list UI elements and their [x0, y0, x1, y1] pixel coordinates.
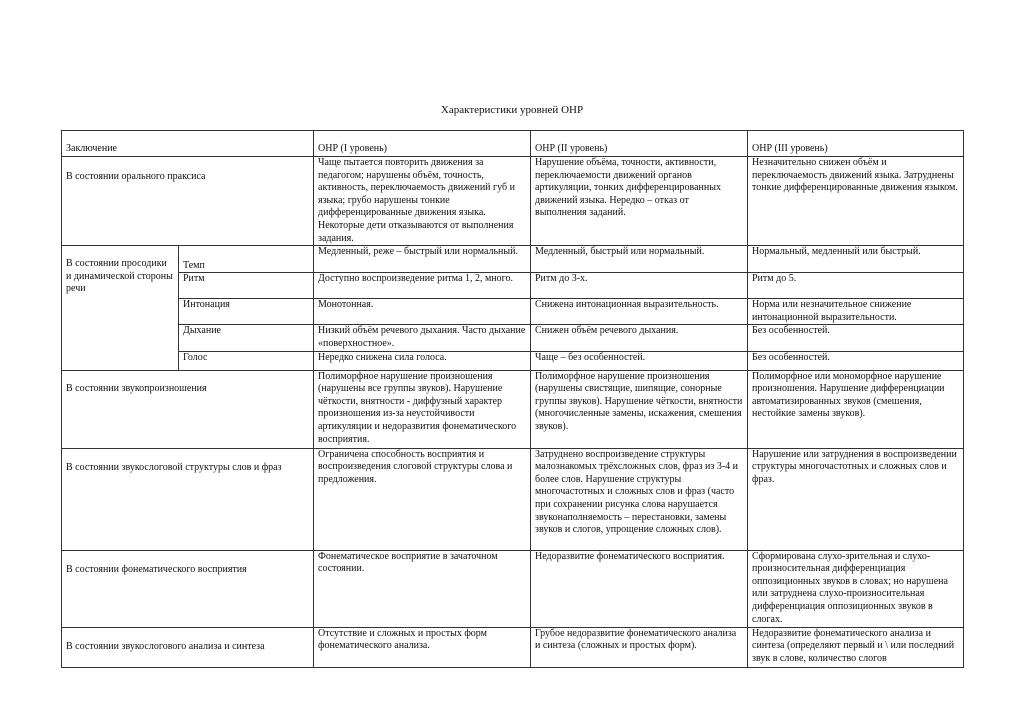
- cell-level-3: Полиморфное или мономорфное нарушение произношения. Нарушение дифференциации автоматизированных звуков (смешения, нестойкие замены звуков).: [748, 370, 964, 448]
- cell-level-3: Без особенностей.: [748, 325, 964, 351]
- cell-level-2: Чаще – без особенностей.: [531, 351, 748, 370]
- cell-level-2: Снижена интонационная выразительность.: [531, 299, 748, 325]
- cell-level-1: Нередко снижена сила голоса.: [314, 351, 531, 370]
- sub-label: Ритм: [179, 273, 314, 299]
- cell-level-2: Снижен объём речевого дыхания.: [531, 325, 748, 351]
- header-level-1: ОНР (I уровень): [314, 131, 531, 157]
- header-level-2: ОНР (II уровень): [531, 131, 748, 157]
- cell-level-1: Полиморфное нарушение произношения (нарушены все группы звуков). Нарушение чёткости, внятности - диффузный характер произношения из-за неустойчивости артикуляции и недоразвития фонематического восприятия.: [314, 370, 531, 448]
- cell-level-2: Полиморфное нарушение произношения (нарушены свистящие, шипящие, сонорные группы звуков). Нарушение чёткости, внятности (многочисленные замены, искажения, смешения звуков).: [531, 370, 748, 448]
- table-row: [62, 351, 964, 370]
- sub-label: Темп: [179, 246, 314, 273]
- table-row: [62, 370, 964, 448]
- group-label: В состоянии просодики и динамической стороны речи: [62, 246, 179, 370]
- cell-level-2: Затруднено воспроизведение структуры малознакомых трёхсложных слов, фраз из 3-4 и более слов. Нарушение структуры многочастотных и сложных слов и фраз (часто при сохранении рисунка слова нарушается звуконаполняемость – перестановки, замены звуков и слогов, упрощение сложных слов).: [531, 448, 748, 550]
- cell-level-3: Незначительно снижен объём и переключаемость движений языка. Затруднены тонкие дифференцированные движения языком.: [748, 157, 964, 246]
- cell-level-2: Нарушение объёма, точности, активности, переключаемости движений органов артикуляции, тонких дифференцированных движений языка. Нередко – отказ от выполнения заданий.: [531, 157, 748, 246]
- row-label: В состоянии звукослогового анализа и синтеза: [62, 627, 314, 667]
- table-row: [62, 627, 964, 667]
- sub-label: Голос: [179, 351, 314, 370]
- header-level-3: ОНР (III уровень): [748, 131, 964, 157]
- cell-level-3: Сформирована слухо-зрительная и слухо-произносительная дифференциация оппозиционных звуков в словах; но нарушена или затруднена слухо-произносительная дифференциация оппозиционных звуков в слогах.: [748, 550, 964, 627]
- table-row: [62, 157, 964, 246]
- cell-level-2: Ритм до 3-х.: [531, 273, 748, 299]
- table-row: [62, 448, 964, 550]
- cell-level-3: Без особенностей.: [748, 351, 964, 370]
- cell-level-1: Медленный, реже – быстрый или нормальный.: [314, 246, 531, 273]
- document-title: Характеристики уровней ОНР: [440, 104, 584, 116]
- sub-label: Интонация: [179, 299, 314, 325]
- cell-level-3: Нарушение или затруднения в воспроизведении структуры многочастотных и сложных слов и фраз.: [748, 448, 964, 550]
- row-label: В состоянии звукопроизношения: [62, 370, 314, 448]
- cell-level-1: Чаще пытается повторить движения за педагогом; нарушены объём, точность, активность, переключаемость движений губ и языка; грубо нарушены тонкие дифференцированные движения языка. Некоторые дети отказываются от выполнения задания.: [314, 157, 531, 246]
- table-row: [62, 550, 964, 627]
- header-conclusion: Заключение: [62, 131, 314, 157]
- cell-level-3: Ритм до 5.: [748, 273, 964, 299]
- table-header-row: [62, 131, 964, 157]
- table-row: [62, 325, 964, 351]
- cell-level-1: Монотонная.: [314, 299, 531, 325]
- cell-level-1: Ограничена способность восприятия и воспроизведения слоговой структуры слова и предложения.: [314, 448, 531, 550]
- cell-level-3: Нормальный, медленный или быстрый.: [748, 246, 964, 273]
- table-row: [62, 273, 964, 299]
- cell-level-1: Отсутствие и сложных и простых форм фонематического анализа.: [314, 627, 531, 667]
- cell-level-2: Недоразвитие фонематического восприятия.: [531, 550, 748, 627]
- cell-level-3: Норма или незначительное снижение интонационной выразительности.: [748, 299, 964, 325]
- table-row: [62, 299, 964, 325]
- sub-label: Дыхание: [179, 325, 314, 351]
- row-label: В состоянии звукослоговой структуры слов и фраз: [62, 448, 314, 550]
- cell-level-1: Низкий объём речевого дыхания. Часто дыхание «поверхностное».: [314, 325, 531, 351]
- cell-level-2: Медленный, быстрый или нормальный.: [531, 246, 748, 273]
- cell-level-2: Грубое недоразвитие фонематического анализа и синтеза (сложных и простых форм).: [531, 627, 748, 667]
- row-label: В состоянии орального праксиса: [62, 157, 314, 246]
- cell-level-3: Недоразвитие фонематического анализа и синтеза (определяют первый и \ или последний звук в слове, количество слогов: [748, 627, 964, 667]
- cell-level-1: Доступно воспроизведение ритма 1, 2, много.: [314, 273, 531, 299]
- row-label: В состоянии фонематического восприятия: [62, 550, 314, 627]
- cell-level-1: Фонематическое восприятие в зачаточном состоянии.: [314, 550, 531, 627]
- table-row: [62, 246, 964, 273]
- ohr-levels-table: [61, 130, 964, 668]
